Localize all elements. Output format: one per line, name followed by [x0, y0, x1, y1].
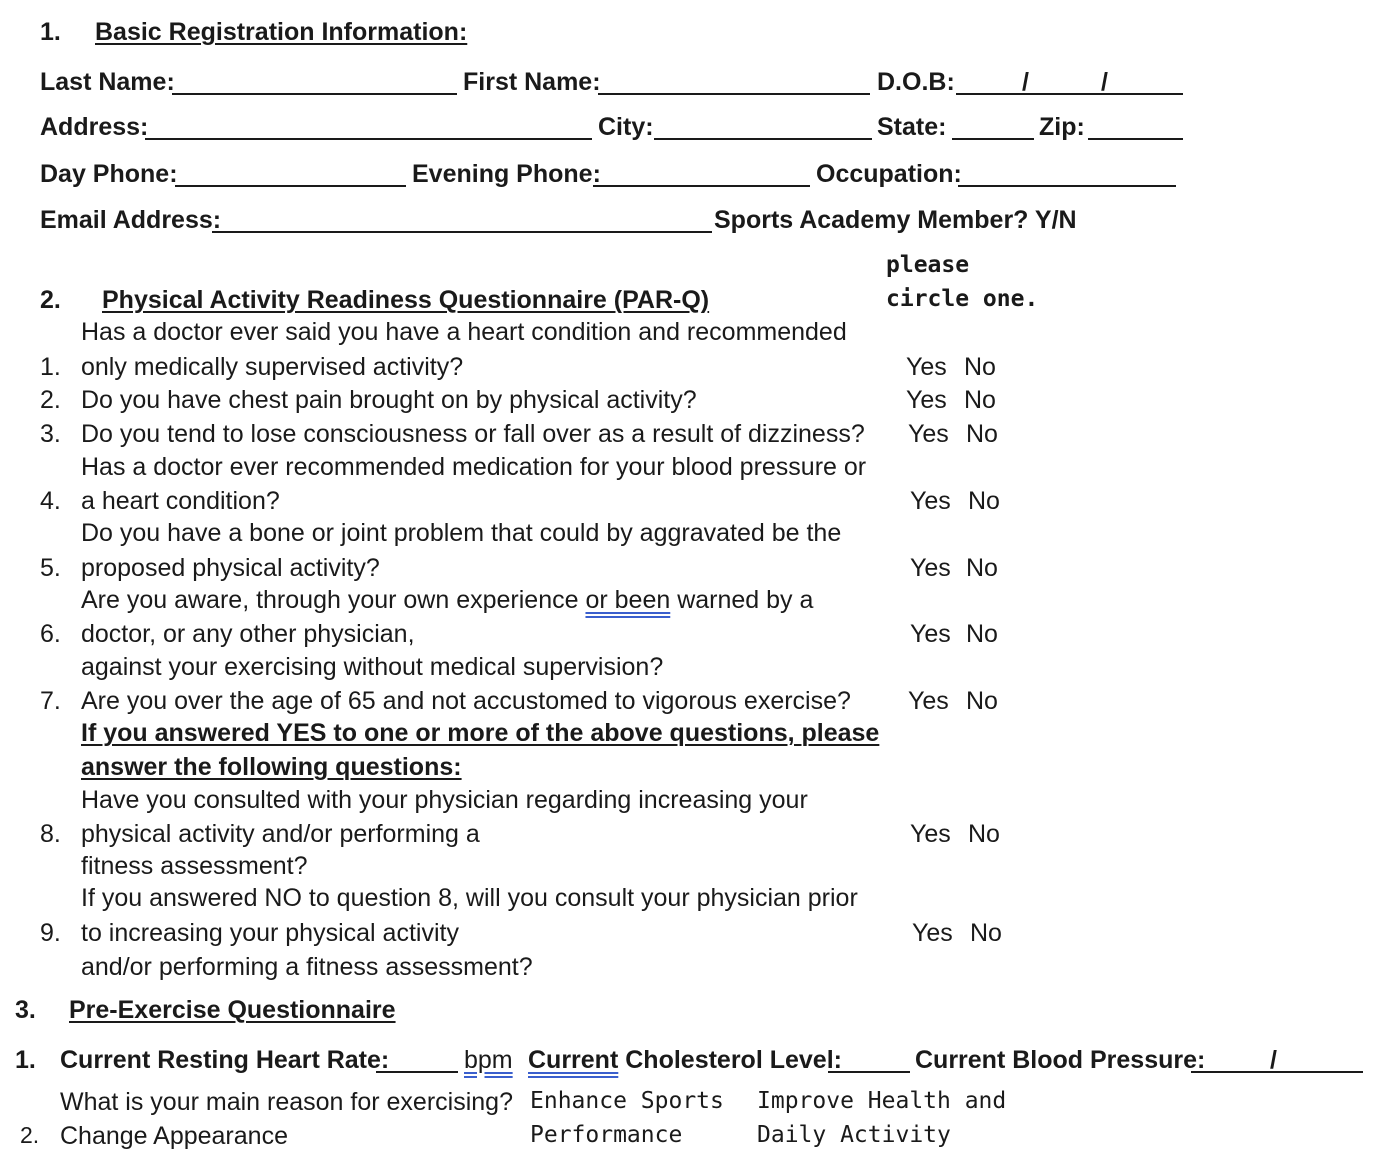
question-number: 8. [40, 820, 61, 848]
yes-option[interactable]: Yes [910, 487, 951, 515]
dob-separator: / [1022, 68, 1029, 96]
last-name-label: Last Name: [40, 68, 175, 96]
spellcheck-phrase: or been [585, 586, 671, 614]
question-text: to increasing your physical activity [81, 919, 459, 947]
question-text: Are you over the age of 65 and not accustomed to vigorous exercise? [81, 687, 851, 715]
question-text: doctor, or any other physician, [81, 620, 415, 648]
option-health[interactable]: Daily Activity [757, 1122, 951, 1148]
option-sports[interactable]: Enhance Sports [530, 1088, 724, 1114]
email-field[interactable] [212, 231, 712, 233]
cholesterol-label [528, 1048, 842, 1073]
circle-note: please [886, 252, 970, 278]
question-number: 5. [40, 554, 61, 582]
question-text: Has a doctor ever said you have a heart condition and recommended [81, 318, 847, 346]
yes-option[interactable]: Yes [910, 620, 951, 648]
zip-field[interactable] [1088, 138, 1183, 140]
dob-separator: / [1101, 68, 1108, 96]
current-word: Current [528, 1046, 619, 1074]
question-number: 4. [40, 487, 61, 515]
question-text: Has a doctor ever recommended medication for your blood pressure or [81, 453, 867, 481]
no-option[interactable]: No [968, 820, 1000, 848]
question-text: against your exercising without medical supervision? [81, 653, 664, 681]
no-option[interactable]: No [964, 353, 996, 381]
question-text: Do you have chest pain brought on by physical activity? [81, 386, 697, 414]
state-field[interactable] [952, 138, 1034, 140]
dob-field[interactable] [956, 93, 1183, 95]
no-option[interactable]: No [966, 687, 998, 715]
question-number: 1. [15, 1046, 36, 1074]
evening-phone-label: Evening Phone: [412, 160, 601, 188]
option-sports[interactable]: Performance [530, 1122, 683, 1148]
no-option[interactable]: No [966, 420, 998, 448]
yes-option[interactable]: Yes [906, 353, 947, 381]
question-text: Do you have a bone or joint problem that could by aggravated be the [81, 519, 842, 547]
blood-pressure-field[interactable] [1191, 1071, 1363, 1073]
section3-number: 3. [15, 996, 36, 1024]
yes-option[interactable]: Yes [908, 687, 949, 715]
section3-title: Pre-Exercise Questionnaire [69, 996, 396, 1024]
no-option[interactable]: No [964, 386, 996, 414]
question-text: If you answered NO to question 8, will you consult your physician prior [81, 884, 858, 912]
member-question[interactable]: Sports Academy Member? Y/N [714, 206, 1077, 234]
city-label: City: [598, 113, 654, 141]
yes-option[interactable]: Yes [910, 820, 951, 848]
first-name-field[interactable] [598, 93, 870, 95]
question-text: proposed physical activity? [81, 554, 380, 582]
day-phone-label: Day Phone: [40, 160, 178, 188]
followup-instruction: If you answered YES to one or more of the above questions, please [81, 719, 880, 747]
question-text: Have you consulted with your physician regarding increasing your [81, 786, 808, 814]
yes-option[interactable]: Yes [908, 420, 949, 448]
question-text: and/or performing a fitness assessment? [81, 953, 533, 981]
question-text [81, 588, 813, 613]
yes-option[interactable]: Yes [912, 919, 953, 947]
question-number: 9. [40, 919, 61, 947]
question-number: 1. [40, 353, 61, 381]
no-option[interactable]: No [970, 919, 1002, 947]
cholesterol-field[interactable] [828, 1071, 910, 1073]
question-text: a heart condition? [81, 487, 280, 515]
followup-instruction: answer the following questions: [81, 753, 462, 781]
section2-number: 2. [40, 286, 61, 314]
address-field[interactable] [145, 138, 592, 140]
reason-question: What is your main reason for exercising? [60, 1088, 513, 1116]
question-text: fitness assessment? [81, 852, 308, 880]
option-health[interactable]: Improve Health and [757, 1088, 1007, 1114]
no-option[interactable]: No [968, 487, 1000, 515]
question-text-part: Are you aware, through your own experience [81, 586, 586, 614]
blood-pressure-separator: / [1270, 1046, 1277, 1074]
bpm-text: bpm [464, 1046, 513, 1074]
question-text: physical activity and/or performing a [81, 820, 480, 848]
occupation-field[interactable] [958, 185, 1176, 187]
yes-option[interactable]: Yes [910, 554, 951, 582]
heart-rate-label: Current Resting Heart Rate: [60, 1046, 390, 1074]
option-appearance[interactable]: Change Appearance [60, 1122, 288, 1150]
yes-option[interactable]: Yes [906, 386, 947, 414]
zip-label: Zip: [1039, 113, 1085, 141]
question-number: 2. [40, 386, 61, 414]
occupation-label: Occupation: [816, 160, 962, 188]
circle-note: circle one. [886, 286, 1039, 312]
heart-rate-field[interactable] [376, 1071, 458, 1073]
question-number: 3. [40, 420, 61, 448]
question-text: Do you tend to lose consciousness or fall over as a result of dizziness? [81, 420, 865, 448]
question-number: 6. [40, 620, 61, 648]
section1-number: 1. [40, 18, 61, 46]
state-label: State: [877, 113, 947, 141]
bpm-unit [464, 1048, 513, 1073]
no-option[interactable]: No [966, 554, 998, 582]
question-text: only medically supervised activity? [81, 353, 464, 381]
first-name-label: First Name: [463, 68, 601, 96]
no-option[interactable]: No [966, 620, 998, 648]
email-label: Email Address: [40, 206, 222, 234]
day-phone-field[interactable] [175, 185, 406, 187]
blood-pressure-label: Current Blood Pressure: [915, 1046, 1206, 1074]
cholesterol-text: Cholesterol Level: [625, 1046, 842, 1074]
city-field[interactable] [654, 138, 872, 140]
section2-title: Physical Activity Readiness Questionnaire (PAR-Q) [102, 286, 710, 314]
dob-label: D.O.B: [877, 68, 955, 96]
question-text-part: warned by a [670, 586, 814, 614]
evening-phone-field[interactable] [593, 185, 810, 187]
question-number: 2. [20, 1122, 40, 1148]
last-name-field[interactable] [172, 93, 457, 95]
section1-title: Basic Registration Information: [95, 18, 468, 46]
question-number: 7. [40, 687, 61, 715]
address-label: Address: [40, 113, 149, 141]
